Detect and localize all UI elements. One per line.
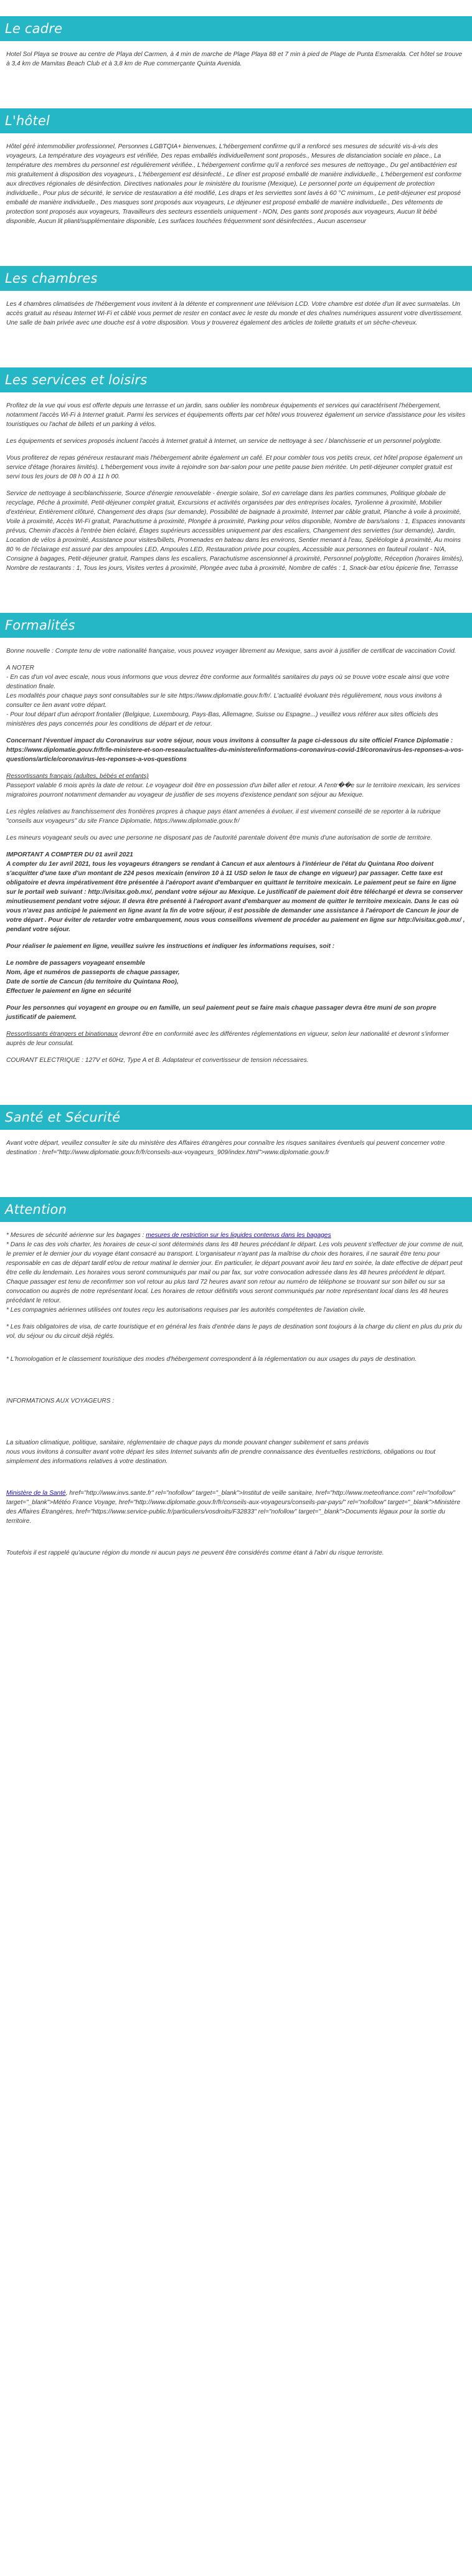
ministere-sante-link[interactable]: Ministère de la Santé (6, 1490, 66, 1497)
binationaux-label: Ressortissants étrangers et binationaux (6, 1031, 118, 1038)
binationaux-text (6, 1030, 466, 1048)
section-title: Formalités (5, 618, 75, 633)
hotel-text: Hôtel géré intemmobilier professionnel, Personnes LGBTQIA+ bienvenues, L'hébergement confirme qu'il a renforcé ses mesures de sécurité vis-à-vis des voyageurs, La température des voyageurs est vérifiée, Des repas emballés individuellement sont proposés., Mesures de distanciation sociale en place., La température des membres du personnel est régulièrement vérifiée., L'hébergement confirme qu'il a renforcé ses mesures de nettoyage., Du gel antibactérien est mis gratuitement à disposition des voyageurs., L'hébergement est désinfecté., Le dîner est proposé emballé de manière individuelle., L'hébergement est conforme aux directives régionales de désinfection. Directives nationales pour le ministère du tourisme (Mexique), Le personnel porte un équipement de protection individuelle., Pour plus de sécurité, le service de restauration a été modifié, Les draps et les serviettes sont lavés à 60 °C minimum., Le petit-déjeuner est proposé emballé de manière individuelle., Des masques sont proposés aux voyageurs, Le déjeuner est proposé emballé de manière individuelle., Des vêtements de protection sont proposés aux voyageurs, Travailleurs des secteurs essentiels uniquement - NON, Des gants sont proposés aux voyageurs, Aucun lit bébé disponible, Aucun lit pliant/supplémentaire disponible, Les surfaces touchées fréquemment sont désinfectées., Aucun ascenseur (6, 143, 462, 225)
list-item: Effectuer le paiement en ligne en sécurité (6, 988, 131, 995)
homologation-text: * L'homologation et le classement touristique des modes d'hébergement correspondent à la réglementation ou aux usages du pays de destination. (6, 1356, 417, 1363)
bagages-line (6, 1231, 466, 1240)
compagnies-text: * Les compagnies aériennes utilisées ont toutes reçu les autorisations requises par les autorités compétentes de l'aviation civile. (6, 1307, 366, 1314)
a-noter-line: - En cas d'un vol avec escale, nous vous informons que vous devrez être conforme aux formalités sanitaires du pays où se trouve votre escale ainsi que votre destination finale. (6, 674, 450, 690)
a-noter-line: - Pour tout départ d'un aéroport frontalier (Belgique, Luxembourg, Pays-Bas, Allemagne, Suisse ou Espagne...) veuillez vous référer aux sites officiels des ministères des pays concernés pour les conditions de départ et de retour. (6, 711, 438, 727)
courant-text: COURANT ELECTRIQUE : 127V et 60Hz, Type A et B. Adaptateur et convertisseur de tension nécessaires. (6, 1057, 309, 1064)
section-body-sante (0, 1130, 472, 1197)
section-header-hotel (0, 108, 472, 133)
section-header-chambres (0, 266, 472, 291)
binationaux-body: devront être en conformité avec les différentes réglementations en vigueur, selon leur nationalité et devront s'informer auprès de leur consulat. (6, 1031, 449, 1047)
section-body-hotel (0, 133, 472, 266)
section-body-formalites (0, 638, 472, 1105)
bagages-prefix: * Mesures de sécurité aérienne sur les bagages : (6, 1232, 146, 1239)
services-paragraph: Vous profiterez de repas généreux restaurant mais l'hébergement abrite également un café. Et pour combler tous vos petits creux, cet hôtel propose également un service d'étage (horaires limités). L'hébergement vous invite à rejoindre son bar-salon pour une petite pause bien méritée. Un petit-déjeuner complet gratuit est servi tous les jours de 08 h 00 à 11 h 00. (6, 455, 463, 480)
section-body-services (0, 392, 472, 613)
ressortissants-block (6, 772, 466, 800)
ministere-rest: , href="http://www.invs.sante.fr" rel="nofollow" target="_blank">Institut de veille sanitaire, href="http://www.meteofrance.com" rel="nofollow" target="_blank">Météo France Voyage, href="http://www.diplomatie.gouv.fr/fr/conseils-aux-voyageurs/conseils-par-pays/" rel="nofollow" target="_blank">Ministère des Affaires Étrangères, href="https://www.service-public.fr/particuliers/vosdroits/F32833" rel="nofollow" target="_blank">Documents légaux pour la sortie du territoire. (6, 1490, 461, 1525)
section-body-chambres (0, 291, 472, 367)
services-paragraph: Service de nettoyage à sec/blanchisserie, Source d'énergie renouvelable - énergie solaire, Sol en carrelage dans les parties communes, Politique globale de recyclage, Pêche à proximité, Petit-déjeuner complet gratuit, Excursions et activités organisées par des entreprises locales, Tyrolienne à proximité, Mobilier d'extérieur, Entièrement clôturé, Changement des draps (sur demande), Possibilité de baignade à proximité, Internet par câble gratuit, Planche à voile à proximité, Voile à proximité, Accès Wi-Fi gratuit, Parachutisme à proximité, Plongée à proximité, Parking pour vélos disponible, Nombre de bars/salons : 1, Espaces innovants prévus, Chemin d'accès à l'entrée bien éclairé, Étages supérieurs accessibles uniquement par des escaliers, Changement des serviettes (sur demande), Jardin, Location de vélos à proximité, Assistance pour visites/billets, Promenades en bateau dans les environs, Sentier menant à l'eau, Spéléologie à proximité, Au moins 80 % de l'éclairage est assuré par des ampoules LED, Ampoules LED, Restauration privée pour couples, Accessible aux personnes en fauteuil roulant - N/A, Consigne à bagages, Petit-déjeuner gratuit, Rampes dans les escaliers, Parachutisme ascensionnel à proximité, Personnel polyglotte, Réception (horaires limités), Nombre de restaurants : 1, Tous les jours, Visites vertes à proximité, Plongée avec tuba à proximité, Nombre de cafés : 1, Snack-bar et/ou épicerie fine, Terrasse (6, 490, 465, 572)
chambres-text: Les 4 chambres climatisées de l'hébergement vous invitent à la détente et comprennent une télévision LCD. Votre chambre est dotée d'un lit avec surmatelas. Un accès gratuit au réseau Internet Wi-Fi et câblé vous permet de rester en contact avec le reste du monde et des chaînes numériques assurent votre divertissement. Une salle de bain privée avec une douche est à votre disposition. Vous y trouverez également des articles de toilette gratuits et un sèche-cheveux. (6, 301, 463, 326)
formalites-intro: Bonne nouvelle : Compte tenu de votre nationalité française, vous pouvez voyager librement au Mexique, sans avoir à justifier de certificat de vaccination Covid. (6, 648, 456, 655)
list-item: Date de sortie de Cancun (du territoire du Quintana Roo), (6, 978, 179, 985)
cadre-text: Hotel Sol Playa se trouve au centre de Playa del Carmen, à 4 min de marche de Plage Playa 88 et 7 min à pied de Plage de Punta Esmeralda. Cet hôtel se trouve à 3,4 km de Mamitas Beach Club et à 3,8 km de Rue commerçante Quinta Avenida. (6, 51, 463, 67)
section-header-sante (0, 1105, 472, 1130)
section-title: Le cadre (5, 21, 63, 36)
list-item: Nom, âge et numéros de passeports de chaque passager, (6, 969, 180, 976)
payment-requirements-list (6, 959, 466, 996)
terrorisme-text: Toutefois il est rappelé qu'aucune région du monde ni aucun pays ne peuvent être considérés comme étant à l'abri du risque terroriste. (6, 1550, 384, 1556)
liquids-restriction-link[interactable]: mesures de restriction sur les liquides contenus dans les bagages (146, 1232, 331, 1239)
section-title: L'hôtel (5, 113, 50, 128)
list-item: Le nombre de passagers voyageant ensemble (6, 960, 146, 967)
section-title: Les services et loisirs (5, 372, 148, 387)
a-noter-line: A NOTER (6, 665, 34, 671)
services-paragraph: Profitez de la vue qui vous est offerte depuis une terrasse et un jardin, sans oublier les nombreux équipements et services qui caractérisent l'hébergement, notamment l'accès Wi-Fi à Internet gratuit. Parmi les services et équipements offerts par cet hôtel vous trouverez également un service d'assistance pour les visites touristiques ou l'achat de billets et un parking à vélos. (6, 402, 466, 428)
section-title: Attention (5, 1202, 67, 1217)
section-body-attention (0, 1222, 472, 1579)
services-paragraph: Les équipements et services proposés incluent l'accès à Internet gratuit à Internet, un service de nettoyage à sec / blanchisserie et un personnel polyglotte. (6, 438, 442, 445)
important-notice: IMPORTANT A COMPTER DU 01 avril 2021 A compter du 1er avril 2021, tous les voyageurs étrangers se rendant à Cancun et aux alentours à l'intérieur de l'état du Quintana Roo doivent s'acquitter d'une taxe d'un montant de 224 pesos mexicain (environ 10 à 11 USD selon le taux de change en vigueur) par passager. Cette taxe est obligatoire et devra impérativement être présentée à l'aéroport avant d'embarquer en quittant le territoire mexicain. Le paiement peut se faire en ligne sur le portail web suivant : http://visitax.gob.mx/, pendant votre séjour au Mexique. Le justificatif de paiement doit être téléchargé et devra se conserver minutieusement pendant votre séjour. Il devra être présenté à l'aéroport avant d'embarquer au moment de quitter le territoire mexicain. Dans le cas où vous n'avez pas anticipé le paiement en ligne avant la fin de votre séjour, il est possible de demander une assistance à l'aéroport de Cancun le jour de votre départ . Pour éviter de retarder votre embarquement, nous vous conseillons vivement de procéder au paiement en ligne sur http://visitax.gob.mx/ , pendant votre séjour. (6, 851, 465, 933)
situation-text: La situation climatique, politique, sanitaire, réglementaire de chaque pays du monde pouvant changer subitement et sans préavis nous vous invitons à consulter avant votre départ les sites Internet suivants afin de prendre connaissance des éventuelles restrictions, obligations ou tout simplement des informations relatives à votre destination. (6, 1439, 436, 1465)
infos-voyageurs-label: INFORMATIONS AUX VOYAGEURS : (6, 1398, 115, 1404)
section-header-services (0, 367, 472, 392)
section-header-cadre (0, 16, 472, 41)
frais-visa-text: * Les frais obligatoires de visa, de carte touristique et en général les frais d'entrée dans le pays de destination sont toujours à la charge du client en plus du prix du vol, du séjour ou du circuit déjà réglés. (6, 1324, 462, 1340)
ministere-text (6, 1489, 466, 1526)
a-noter-block (6, 663, 466, 729)
coronavirus-notice: Concernant l'éventuel impact du Coronavirus sur votre séjour, nous vous invitons à consulter la page ci-dessous du site officiel France Diplomatie : https://www.diplomatie.gouv.fr/fr/le-ministere-et-son-reseau/actualites-du-ministere/informations-coronavirus-covid-19/coronavirus-les-reponses-a-vos-questions/article/coronavirus-les-reponses-a-vos-questions (6, 737, 464, 763)
ressortissants-text: Passeport valable 6 mois après la date de retour. Le voyageur doit être en possession d'un billet aller et retour. A l'entr��e sur le territoire mexicain, les services migratoires pourront notamment demander au voyageur de justifier de ses moyens d'existence pendant son séjour au Mexique. (6, 782, 460, 798)
section-header-formalites (0, 613, 472, 638)
a-noter-line: Les modalités pour chaque pays sont consultables sur le site https://www.diplomatie.gouv.fr/fr/. L'actualité évoluant très régulièrement, nous vous invitons à consulter ce lien avant votre départ. (6, 693, 442, 709)
section-title: Santé et Sécurité (5, 1110, 121, 1125)
section-header-attention (0, 1197, 472, 1222)
regles-text: Les règles relatives au franchissement des frontières propres à chaque pays étant amenées à évoluer, il est vivement conseillé de se reporter à la rubrique "conseils aux voyageurs" du site France Diplomatie, https://www.diplomatie.gouv.fr/ (6, 808, 441, 825)
ressortissants-label: Ressortissants français (adultes, bébés et enfants) (6, 773, 149, 780)
section-body-cadre (0, 41, 472, 108)
mineurs-text: Les mineurs voyageant seuls ou avec une personne ne disposant pas de l'autorité parentale doivent être munis d'une autorisation de sortie de territoire. (6, 835, 433, 841)
sante-text: Avant votre départ, veuillez consulter le site du ministère des Affaires étrangères pour connaître les risques sanitaires éventuels qui peuvent concerner votre destination : href="http://www.diplomatie.gouv.fr/fr/conseils-aux-voyageurs_909/index.html">www.diplomatie.gouv.fr (6, 1140, 445, 1156)
section-title: Les chambres (5, 271, 98, 286)
realiser-text: Pour réaliser le paiement en ligne, veuillez suivre les instructions et indiquer les informations requises, soit : (6, 943, 335, 950)
groupe-text: Pour les personnes qui voyagent en groupe ou en famille, un seul paiement peut se faire mais chaque passager devra être muni de son propre justificatif de paiement. (6, 1005, 437, 1021)
vols-charter-text: * Dans le cas des vols charter, les horaires de ceux-ci sont déterminés dans les 48 heures précédant le départ. Les vols peuvent s'effectuer de jour comme de nuit, le premier et le dernier jour du voyage étant consacré au transport. L'organisateur n'ayant pas la maîtrise du choix des horaires, il ne saurait être tenu pour responsable en cas de départ tardif et/ou de retour matinal le dernier jour. En particulier, le départ pouvant avoir lieu tard en soirée, la date effective de départ peut être celle du lendemain. Les horaires vous seront communiqués par mail ou par fax, sur votre convocation adressée dans les 48 heures précédent le départ. Chaque passager est tenu de reconfirmer son vol retour au plus tard 72 heures avant son retour au numéro de téléphone se trouvant sur son billet ou sur sa convocation ou auprès de notre représentant local. Les horaires de retour définitifs vous seront communiqués par notre représentant local dans les 48 heures précédant le retour. (6, 1241, 464, 1304)
